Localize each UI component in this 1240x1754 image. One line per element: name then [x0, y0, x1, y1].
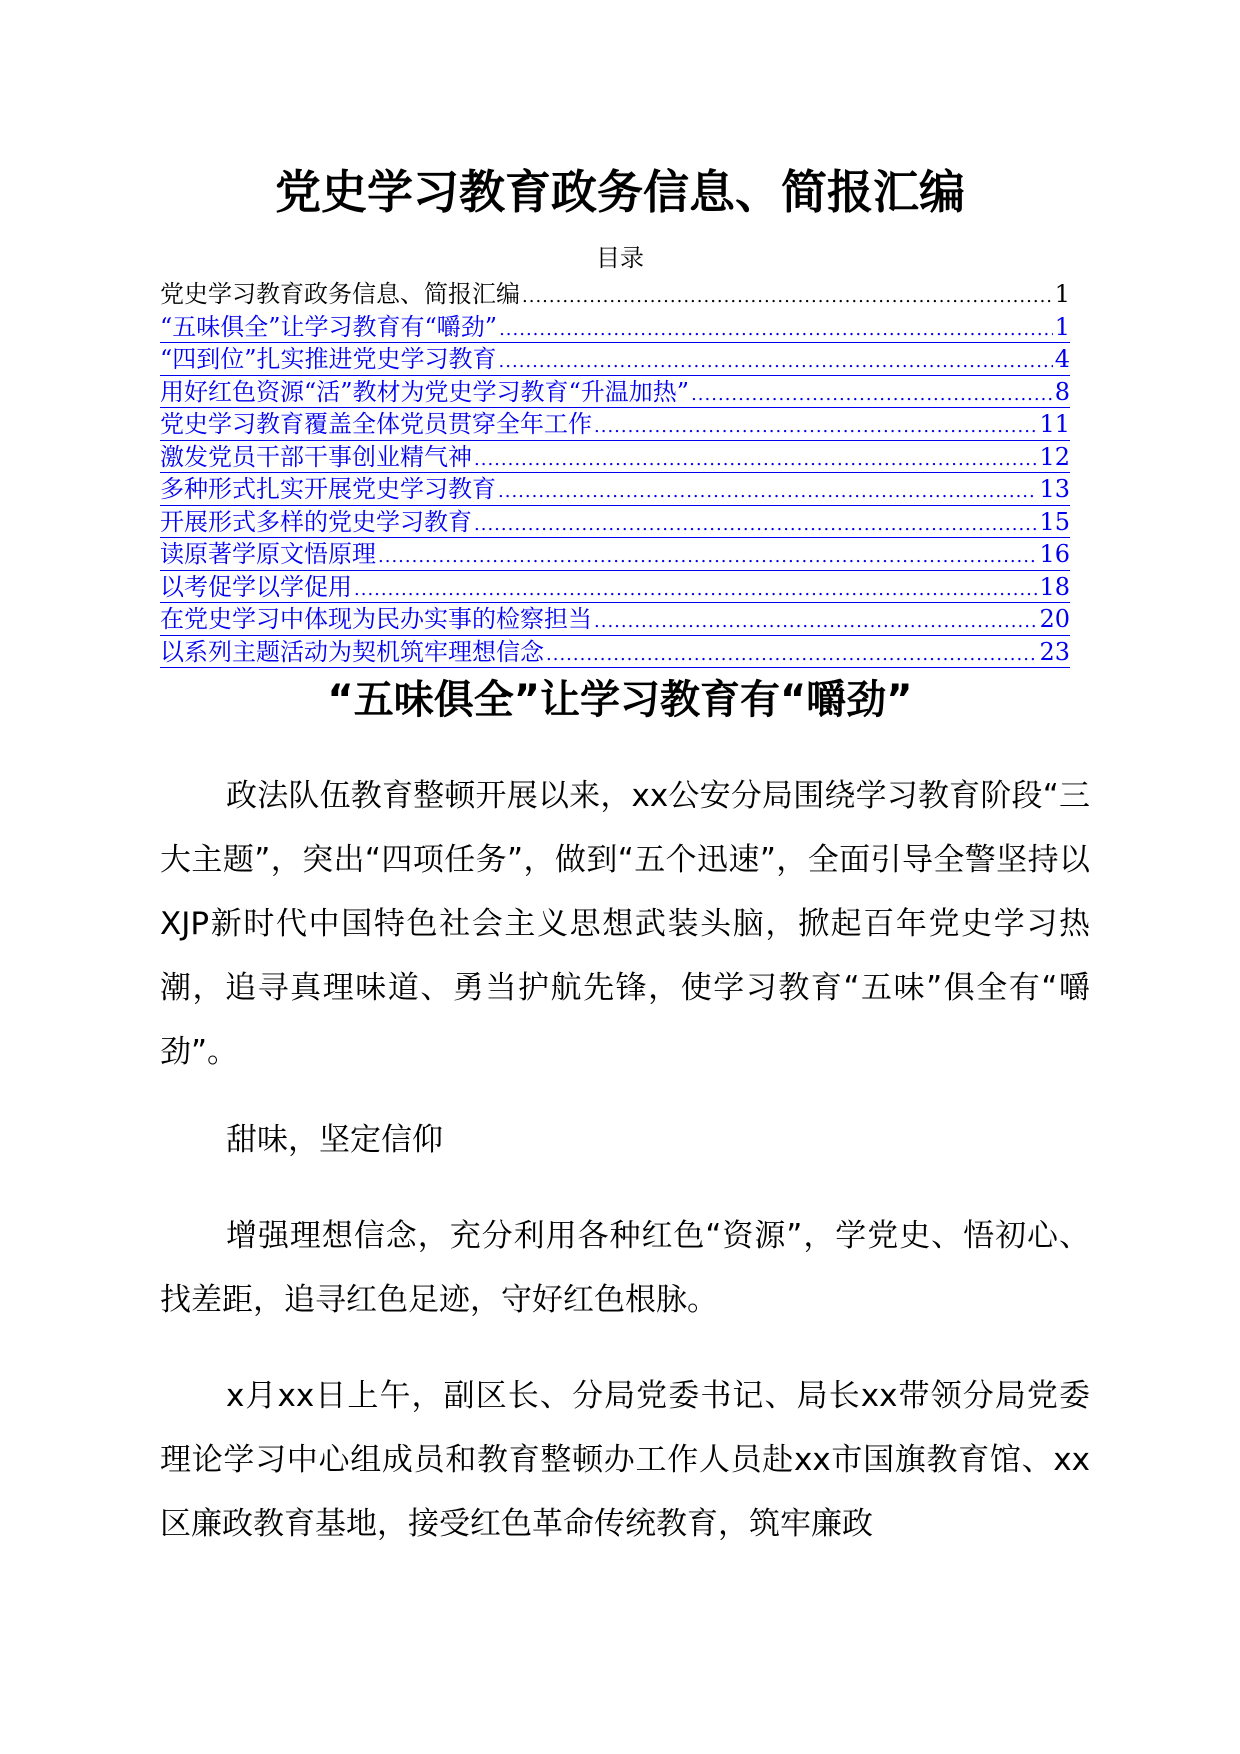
toc-entry[interactable] — [160, 376, 1070, 409]
toc-entry[interactable] — [160, 571, 1070, 604]
toc-entry-title[interactable]: 党史学习教育覆盖全体党员贯穿全年工作 — [160, 410, 592, 438]
toc-page-number[interactable]: 11 — [1039, 410, 1070, 438]
toc-dot-leader — [691, 379, 1053, 409]
toc-entry[interactable] — [160, 473, 1070, 506]
toc-page-number[interactable]: 12 — [1039, 442, 1070, 471]
toc-entry-title[interactable]: 多种形式扎实开展党史学习教育 — [160, 475, 496, 503]
body-paragraph: 增强理想信念，充分利用各种红色“资源”，学党史、悟初心、找差距，追寻红色足迹，守好红色根脉。 — [160, 1218, 1090, 1318]
toc-entry[interactable] — [160, 636, 1070, 669]
toc-entry — [160, 278, 1070, 311]
toc-entry-title[interactable]: “五味俱全”让学习教育有“嚼劲” — [160, 312, 498, 341]
toc-entry-title[interactable]: 在党史学习中体现为民办实事的检察担当 — [160, 605, 592, 633]
toc-entry-title[interactable]: 以考促学以学促用 — [160, 572, 352, 601]
body-paragraph: x月xx日上午，副区长、分局党委书记、局长xx带领分局党委理论学习中心组成员和教育整顿办工作人员赴xx市国旗教育馆、xx区廉政教育基地，接受红色革命传统教育，筑牢廉政 — [160, 1378, 1090, 1542]
toc-dot-leader — [354, 574, 1037, 604]
toc-dot-leader — [499, 314, 1053, 344]
toc-dot-leader — [546, 639, 1037, 669]
toc-entry-title[interactable]: 读原著学原文悟原理 — [160, 540, 376, 568]
toc-entry-title[interactable]: 以系列主题活动为契机筑牢理想信念 — [160, 637, 544, 666]
toc-page-number[interactable]: 16 — [1039, 540, 1070, 568]
toc-dot-leader — [378, 541, 1037, 571]
toc-dot-leader — [522, 281, 1053, 311]
toc-page-number[interactable]: 1 — [1054, 312, 1070, 341]
section-title: “五味俱全”让学习教育有“嚼劲” — [327, 677, 913, 723]
toc-entry[interactable] — [160, 603, 1070, 636]
toc-page-number[interactable]: 18 — [1039, 572, 1070, 601]
document-title: 党史学习教育政务信息、简报汇编 — [275, 165, 965, 219]
toc-page-number[interactable]: 4 — [1054, 345, 1070, 373]
toc-entry-title[interactable]: 激发党员干部干事创业精气神 — [160, 442, 472, 471]
subheading-paragraph: 甜味，坚定信仰 — [226, 1122, 443, 1158]
toc-entry[interactable] — [160, 506, 1070, 539]
toc-page-number: 1 — [1054, 280, 1070, 308]
toc-heading: 目录 — [596, 244, 644, 272]
body-paragraph: 政法队伍教育整顿开展以来，xx公安分局围绕学习教育阶段“三大主题”，突出“四项任务”，做到“五个迅速”，全面引导全警坚持以XJP新时代中国特色社会主义思想武装头脑，掀起百年党史学习热潮，追寻真理味道、勇当护航先锋，使学习教育“五味”俱全有“嚼劲”。 — [160, 778, 1090, 1070]
toc-entry-title[interactable]: 开展形式多样的党史学习教育 — [160, 507, 472, 536]
toc-entry[interactable] — [160, 538, 1070, 571]
toc-dot-leader — [498, 476, 1037, 506]
toc-entry[interactable] — [160, 408, 1070, 441]
toc-entry[interactable] — [160, 311, 1070, 344]
toc-dot-leader — [474, 444, 1037, 474]
table-of-contents — [160, 278, 1070, 668]
toc-entry-title[interactable]: “四到位”扎实推进党史学习教育 — [160, 345, 497, 373]
toc-entry-title: 党史学习教育政务信息、简报汇编 — [160, 280, 520, 308]
toc-dot-leader — [594, 411, 1037, 441]
toc-page-number[interactable]: 15 — [1039, 507, 1070, 536]
toc-entry[interactable] — [160, 441, 1070, 474]
toc-dot-leader — [474, 509, 1037, 539]
toc-page-number[interactable]: 20 — [1039, 605, 1070, 633]
toc-page-number[interactable]: 13 — [1039, 475, 1070, 503]
toc-entry-title[interactable]: 用好红色资源“活”教材为党史学习教育“升温加热” — [160, 377, 690, 406]
toc-page-number[interactable]: 8 — [1054, 377, 1070, 406]
toc-dot-leader — [594, 606, 1037, 636]
toc-page-number[interactable]: 23 — [1039, 637, 1070, 666]
toc-dot-leader — [499, 346, 1053, 376]
toc-entry[interactable] — [160, 343, 1070, 376]
